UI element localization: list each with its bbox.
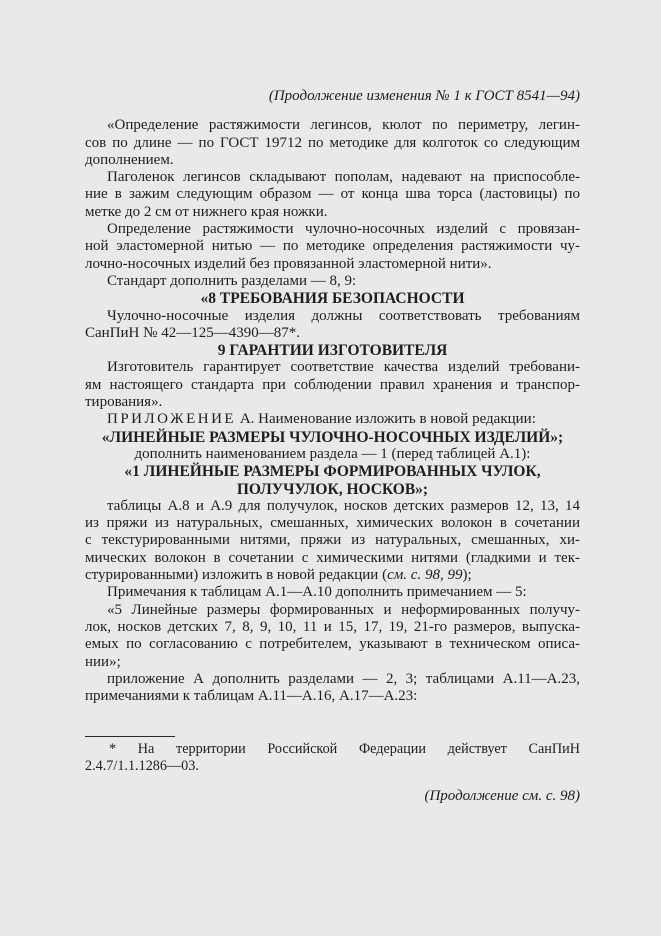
text-line: Стандарт дополнить разделами — 8, 9:: [107, 272, 357, 289]
section-heading-warranty: 9 ГАРАНТИИ ИЗГОТОВИТЕЛЯ: [217, 342, 448, 360]
paragraph: [85, 411, 580, 428]
heading-formed-line2: ПОЛУЧУЛОК, НОСКОВ»;: [236, 480, 429, 498]
paragraph: [85, 671, 580, 706]
appendix-label: ПРИЛОЖЕНИЕ: [107, 411, 237, 428]
text-line: мических волокон в сочетании с химическими нитями (гладкими и тек-: [85, 549, 580, 566]
text-line: дополнением.: [85, 151, 174, 168]
text-line: СанПиН № 42—125—4390—87*.: [85, 324, 300, 341]
line-add-section: дополнить наименованием раздела — 1 (перед таблицей А.1):: [134, 445, 531, 462]
text-line: емых по согласованию с потребителем, указывают в техническом описа-: [85, 636, 580, 653]
text-line: «5 Линейные размеры формированных и неформированных получу-: [107, 601, 580, 618]
text-fragment: стурированными) изложить в новой редакции (: [85, 567, 388, 584]
text-line: Определение растяжимости чулочно-носочных изделий с провязан-: [107, 221, 580, 238]
paragraph: [85, 169, 580, 221]
text-line: ям настоящего стандарта при соблюдении правил хранения и транспор-: [85, 376, 580, 393]
heading-linear-sizes: «ЛИНЕЙНЫЕ РАЗМЕРЫ ЧУЛОЧНО-НОСОЧНЫХ ИЗДЕЛИЙ»;: [101, 428, 564, 446]
paragraph: [85, 498, 580, 584]
paragraph: [85, 221, 580, 273]
paragraph: [85, 308, 580, 343]
text-line: тирования».: [85, 394, 163, 411]
text-line: из пряжи из натуральных, смешанных, химических волокон в сочетании: [85, 515, 580, 532]
footnote-line: 2.4.7/1.1.1286—03.: [85, 758, 199, 775]
text-line: «Определение растяжимости легинсов, кюлот по периметру, легин-: [107, 117, 580, 134]
document-content: [85, 88, 580, 806]
paragraph: [85, 117, 580, 169]
paragraph: [85, 584, 580, 601]
heading-formed-line1: «1 ЛИНЕЙНЫЕ РАЗМЕРЫ ФОРМИРОВАННЫХ ЧУЛОК,: [124, 463, 541, 481]
text-line: метке до 2 см от нижнего края ножки.: [85, 203, 328, 220]
paragraph: [85, 273, 580, 290]
section-heading-safety: «8 ТРЕБОВАНИЯ БЕЗОПАСНОСТИ: [200, 290, 465, 308]
text-line: лочно-носочных изделий без провязанной эластомерной нити».: [85, 255, 492, 272]
text-line: таблицы А.8 и А.9 для получулок, носков детских размеров 12, 13, 14: [107, 497, 580, 514]
header-continuation-note: (Продолжение изменения № 1 к ГОСТ 8541—94): [268, 88, 580, 104]
text-line: с текстурированными нитями, пряжи из натуральных, смешанных, хи-: [85, 532, 580, 549]
paragraph: [85, 602, 580, 671]
appendix-text: А. Наименование изложить в новой редакции:: [236, 411, 536, 428]
text-line: ние в зажим следующим образом — от конца шва торса (ластовицы) по: [85, 186, 580, 203]
text-line: Паголенок легинсов складывают пополам, надевают на приспособле-: [107, 169, 580, 186]
text-line: Чулочно-носочные изделия должны соответствовать требованиям: [107, 307, 580, 324]
text-line: [85, 567, 580, 584]
text-line: нии»;: [85, 653, 121, 670]
text-line: сов по длине — по ГОСТ 19712 по методике для колготок со следующим: [85, 134, 580, 151]
footnote: [85, 736, 580, 775]
text-line: приложение А дополнить разделами — 2, 3; таблицами А.11—А.23,: [107, 670, 580, 687]
footnote-line: * На территории Российской Федерации действует СанПиН: [109, 741, 580, 758]
text-line: Изготовитель гарантирует соответствие качества изделий требовани-: [107, 359, 580, 376]
continuation-note: (Продолжение см. с. 98): [424, 788, 580, 805]
text-line: примечаниями к таблицам А.11—А.16, А.17—А.23:: [85, 688, 418, 705]
text-line: [85, 411, 580, 428]
text-line: лок, носков детских 7, 8, 9, 10, 11 и 15, 17, 19, 21-го размеров, выпуска-: [85, 618, 580, 635]
paragraph: [85, 359, 580, 411]
see-pages-reference: см. с. 98, 99: [387, 567, 463, 584]
text-fragment: );: [462, 567, 472, 584]
text-line: ной эластомерной нитью — по методике определения растяжимости чу-: [85, 238, 580, 255]
text-line: Примечания к таблицам А.1—А.10 дополнить примечанием — 5:: [107, 584, 527, 601]
footnote-divider: [85, 736, 175, 737]
